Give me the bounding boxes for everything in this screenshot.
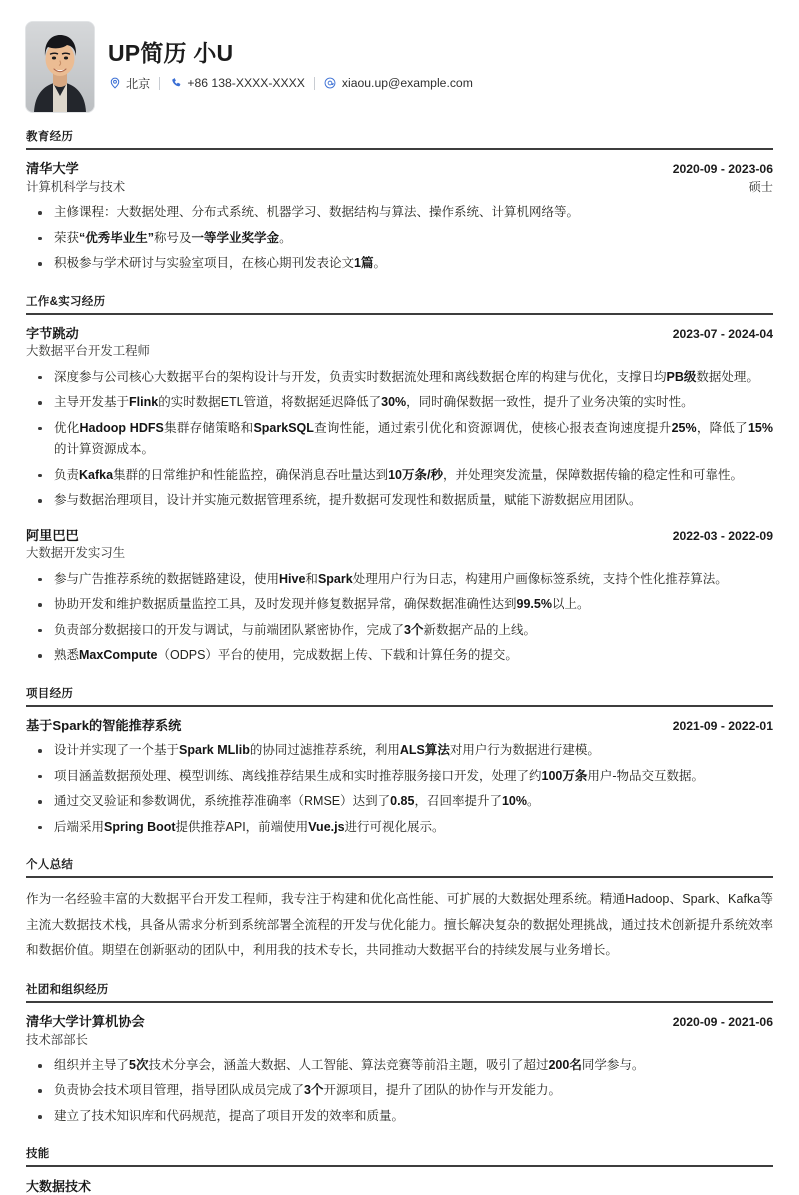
- page-title: UP简历 小U: [108, 40, 234, 66]
- email-at-icon: [324, 77, 337, 90]
- header-main: [108, 22, 773, 92]
- section-skills: [26, 1145, 773, 1195]
- section-divider: [26, 148, 773, 150]
- section-divider: [26, 1001, 773, 1003]
- entry-date: 2021-09 - 2022-01: [672, 718, 773, 733]
- list-item: 组织并主导了5次技术分享会，涵盖大数据、人工智能、算法竞赛等前沿主题，吸引了超过200名同学参与。: [26, 1055, 773, 1077]
- section-work: [26, 293, 773, 667]
- section-title-projects: 项目经历: [26, 687, 74, 700]
- list-item: 参与广告推荐系统的数据链路建设，使用Hive和Spark处理用户行为日志，构建用户画像标签系统，支持个性化推荐算法。: [26, 569, 773, 591]
- entry-subheader: [26, 178, 773, 197]
- entry-date: 2020-09 - 2023-06: [672, 162, 773, 176]
- entry-header: [26, 526, 773, 546]
- section-title-work: 工作&实习经历: [26, 295, 106, 308]
- contact-location: [108, 75, 150, 92]
- list-item: 设计并实现了一个基于Spark MLlib的协同过滤推荐系统，利用ALS算法对用户行为数据进行建模。: [26, 740, 773, 762]
- list-item: 参与数据治理项目，设计并实施元数据管理系统，提升数据可发现性和数据质量，赋能下游数据应用团队。: [26, 490, 773, 512]
- list-item: 主修课程：大数据处理、分布式系统、机器学习、数据结构与算法、操作系统、计算机网络等。: [26, 202, 773, 224]
- entry-role: 大数据平台开发工程师: [26, 344, 150, 359]
- work-entry: [26, 526, 773, 667]
- entry-header: [26, 159, 773, 179]
- entry-organization: 阿里巴巴: [26, 527, 79, 543]
- avatar: [26, 22, 94, 112]
- contact-row: [108, 75, 773, 92]
- bullet-list: [26, 367, 773, 512]
- section-projects: [26, 685, 773, 839]
- section-divider: [26, 876, 773, 878]
- section-title-education: 教育经历: [26, 131, 74, 143]
- section-summary: [26, 856, 773, 963]
- phone-icon: [169, 77, 182, 90]
- entry-subheader: [26, 342, 773, 361]
- list-item: 主导开发基于Flink的实时数据ETL管道，将数据延迟降低了30%，同时确保数据一致性，提升了业务决策的实时性。: [26, 392, 773, 414]
- section-title-summary: 个人总结: [26, 859, 74, 872]
- list-item: 深度参与公司核心大数据平台的架构设计与开发，负责实时数据流处理和离线数据仓库的构建与优化，支撑日均PB级数据处理。: [26, 367, 773, 389]
- entry-subheader: [26, 544, 773, 563]
- section-organizations: [26, 981, 773, 1128]
- list-item: 负责协会技术项目管理，指导团队成员完成了3个开源项目，提升了团队的协作与开发能力。: [26, 1080, 773, 1102]
- list-item: 积极参与学术研讨与实验室项目，在核心期刊发表论文1篇。: [26, 253, 773, 275]
- list-item: 负责Kafka集群的日常维护和性能监控，确保消息吞吐量达到10万条/秒，并处理突发流量，保障数据传输的稳定性和可靠性。: [26, 465, 773, 487]
- entry-header: [26, 716, 773, 736]
- entry-organization: 清华大学: [26, 161, 79, 176]
- entry-header: [26, 1012, 773, 1032]
- entry-major: 计算机科学与技术: [26, 179, 126, 194]
- list-item: 荣获“优秀毕业生”称号及一等学业奖学金。: [26, 228, 773, 250]
- list-item: 通过交叉验证和参数调优，系统推荐准确率（RMSE）达到了0.85，召回率提升了10%。: [26, 791, 773, 813]
- section-education: [26, 128, 773, 275]
- skill-category-name: 大数据技术: [26, 1179, 92, 1195]
- contact-email: [324, 76, 473, 90]
- entry-role: 技术部部长: [26, 1032, 88, 1047]
- entry-date: 2023-07 - 2024-04: [672, 326, 773, 341]
- entry-role: 大数据开发实习生: [26, 546, 126, 561]
- contact-divider: [159, 77, 160, 90]
- bullet-list: [26, 569, 773, 667]
- entry-date: 2022-03 - 2022-09: [672, 528, 773, 543]
- section-title-skills: 技能: [26, 1148, 50, 1161]
- entry-organization: 字节跳动: [26, 325, 79, 341]
- list-item: 建立了技术知识库和代码规范，提高了项目开发的效率和质量。: [26, 1106, 773, 1128]
- list-item: 协助开发和维护数据质量监控工具，及时发现并修复数据异常，确保数据准确性达到99.5%以上。: [26, 594, 773, 616]
- section-divider: [26, 313, 773, 315]
- entry-project-name: 基于Spark的智能推荐系统: [26, 717, 182, 733]
- list-item: 负责部分数据接口的开发与调试，与前端团队紧密协作，完成了3个新数据产品的上线。: [26, 620, 773, 642]
- entry-organization: 清华大学计算机协会: [26, 1013, 145, 1029]
- list-item: 优化Hadoop HDFS集群存储策略和SparkSQL查询性能，通过索引优化和资源调优，使核心报表查询速度提升25%，降低了15%的计算资源成本。: [26, 418, 773, 461]
- location-pin-icon: [108, 77, 121, 90]
- resume-header: [26, 22, 773, 126]
- bullet-list: [26, 740, 773, 838]
- contact-email-text: xiaou.up@example.com: [341, 76, 473, 91]
- organization-entry: [26, 1012, 773, 1128]
- list-item: 后端采用Spring Boot提供推荐API，前端使用Vue.js进行可视化展示。: [26, 817, 773, 839]
- section-divider: [26, 705, 773, 707]
- contact-divider: [314, 77, 315, 90]
- contact-phone: [169, 76, 305, 90]
- entry-degree: 硕士: [748, 179, 773, 194]
- summary-paragraph: 作为一名经验丰富的大数据平台开发工程师，我专注于构建和优化高性能、可扩展的大数据处理系统。精通Hadoop、Spark、Kafka等主流大数据技术栈，具备从需求分析到系统部署全流程的开发与优化能力。擅长解决复杂的数据处理挑战，通过技术创新提升系统效率和数据价值。期望在创新驱动的团队中，利用我的技术专长，共同推动大数据平台的持续发展与业务增长。: [26, 892, 773, 957]
- entry-date: 2020-09 - 2021-06: [672, 1014, 773, 1029]
- contact-phone-text: +86 138-XXXX-XXXX: [187, 76, 305, 91]
- contact-location-text: 北京: [126, 76, 151, 91]
- work-entry: [26, 324, 773, 512]
- bullet-list: [26, 202, 773, 275]
- project-entry: [26, 716, 773, 839]
- education-entry: [26, 159, 773, 275]
- section-title-organizations: 社团和组织经历: [26, 983, 109, 996]
- section-divider: [26, 1165, 773, 1167]
- bullet-list: [26, 1055, 773, 1128]
- entry-header: [26, 324, 773, 344]
- list-item: 项目涵盖数据预处理、模型训练、离线推荐结果生成和实时推荐服务接口开发，处理了约100万条用户-物品交互数据。: [26, 766, 773, 788]
- list-item: 熟悉MaxCompute（ODPS）平台的使用，完成数据上传、下载和计算任务的提交。: [26, 645, 773, 667]
- entry-subheader: [26, 1031, 773, 1050]
